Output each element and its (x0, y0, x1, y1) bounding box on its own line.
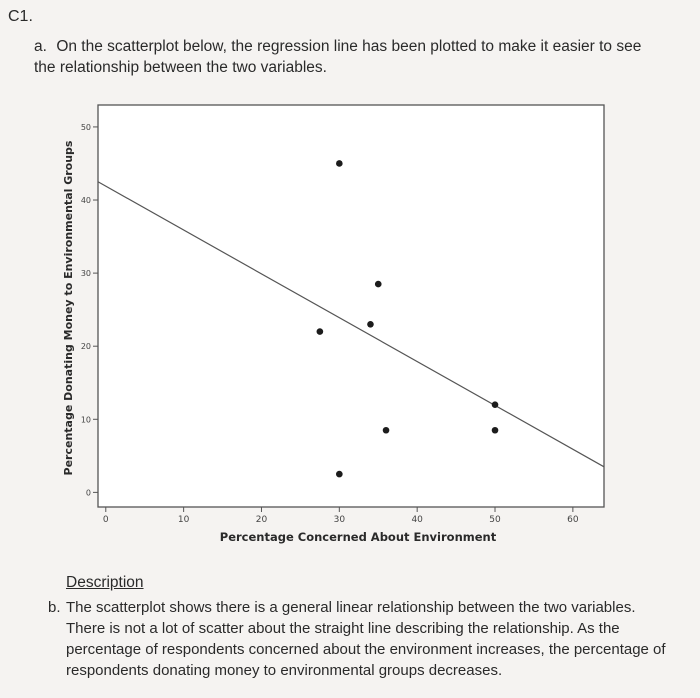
data-point (367, 321, 374, 328)
data-point (336, 160, 343, 167)
y-tick-label: 0 (85, 488, 91, 498)
x-axis-label: Percentage Concerned About Environment (219, 530, 497, 544)
data-point (336, 471, 343, 478)
x-tick-label: 0 (102, 515, 109, 525)
x-tick-label: 40 (411, 515, 423, 525)
x-tick-label: 30 (333, 515, 346, 525)
data-point (317, 328, 324, 335)
part-a (34, 36, 664, 78)
part-a-text: On the scatterplot below, the regression line has been plotted to make it easier to see the relationship between the two variables. (34, 38, 642, 76)
part-b (48, 597, 678, 681)
x-tick-label: 60 (567, 515, 579, 525)
plot-frame (98, 105, 604, 507)
y-tick-label: 10 (80, 415, 91, 425)
description-heading: Description (66, 574, 144, 591)
y-tick-label: 50 (80, 122, 91, 132)
y-tick-label: 40 (80, 196, 91, 206)
part-b-text: The scatterplot shows there is a general linear relationship between the two variables. There is not a lot of scatter about the straight line describing the relationship. As the percentage of respondents concerned about the environment increases, the percentage of respondents donating money to environmental groups decreases. (66, 599, 666, 679)
x-tick-label: 20 (255, 515, 268, 525)
scatterplot-figure (0, 95, 700, 555)
data-point (492, 427, 499, 434)
y-tick-label: 20 (80, 342, 91, 352)
x-tick-label: 10 (177, 515, 190, 525)
part-a-label: a. (34, 38, 47, 55)
x-tick-label: 50 (489, 515, 501, 525)
part-b-label: b. (48, 599, 61, 616)
data-point (375, 281, 382, 288)
data-point (383, 427, 390, 434)
y-axis-label: Percentage Donating Money to Environmental Groups (62, 140, 75, 476)
question-number: C1. (8, 8, 33, 25)
scatterplot (0, 95, 700, 555)
y-tick-label: 30 (80, 269, 91, 279)
data-point (492, 401, 499, 408)
